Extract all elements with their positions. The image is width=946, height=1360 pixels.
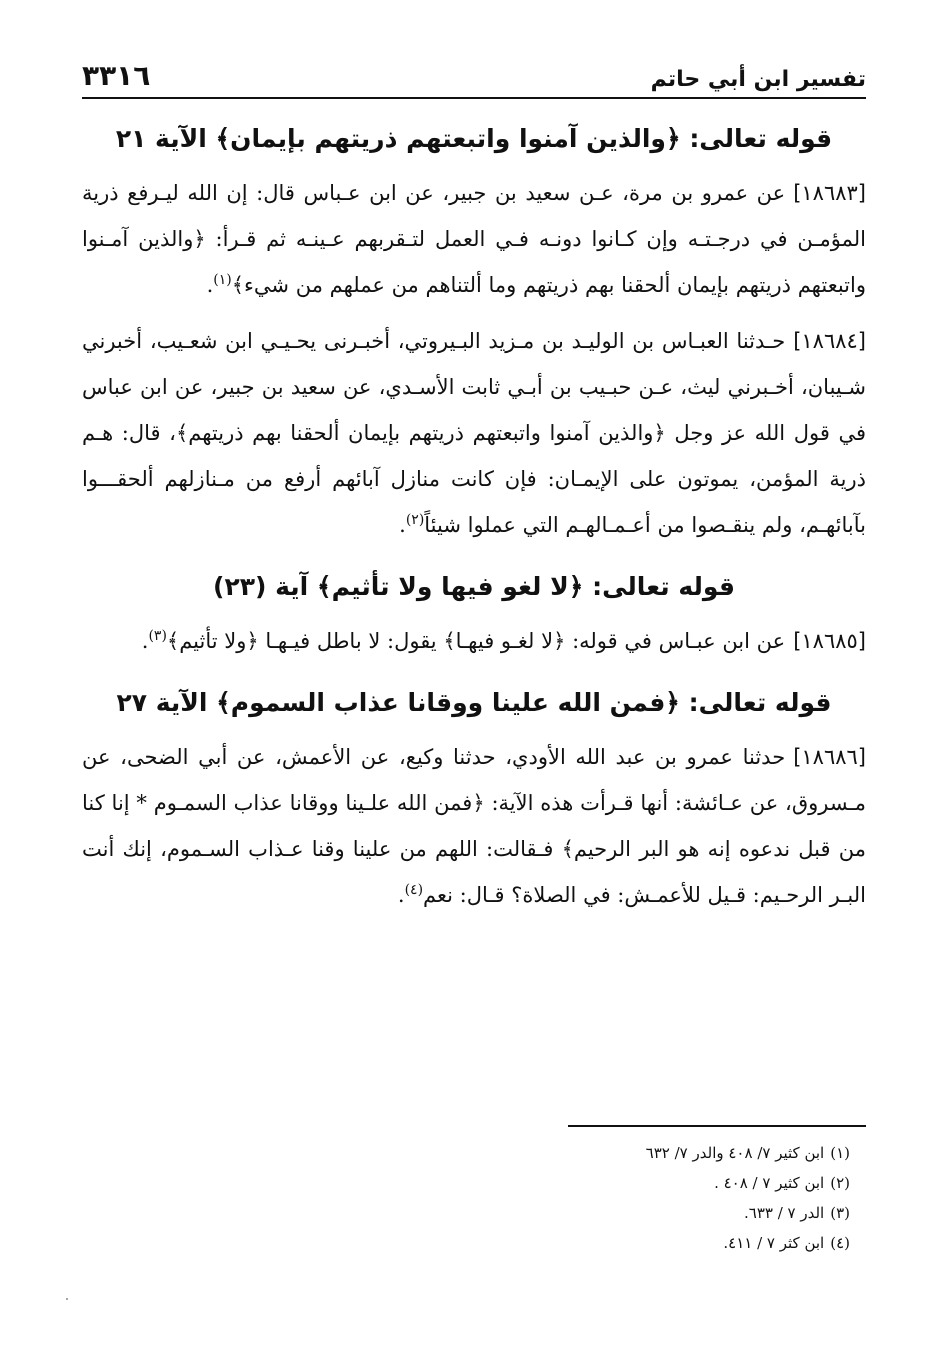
section-heading: قوله تعالى: ﴿والذين آمنوا واتبعتهم ذريتهم بإيمان﴾ الآية ٢١ bbox=[115, 124, 833, 153]
footnote-number: (١) bbox=[830, 1144, 850, 1162]
footnote-ref: (٤) bbox=[404, 882, 424, 898]
footnote-number: (٢) bbox=[830, 1174, 850, 1192]
footnotes bbox=[430, 1138, 850, 1258]
entry-paragraph bbox=[82, 318, 866, 548]
footnote bbox=[430, 1138, 850, 1168]
entry-text: حـدثنا العبـاس بن الوليـد بن مـزيد البـيروتي، أخبـرنى يحـيـي ابن شعـيب، أخبرني شـيبان، أخـبرني ليث، عـن حبـيب بن أبـي ثابت الأسـدي، عن سعيد بن جبير، عن ابن عباس في قول الله عز وجل ﴿والذين آمنوا واتبعتهم ذريتهم بإيمان ألحقنا بهم ذريتهم﴾، قال: هـم ذرية المؤمن، يموتون على الإيمـان: فإن كانت منازل آبائهم أرفع من مـنازلهم ألحقـــوا بآبائهـم، ولم ينقـصوا من أعـمـالهـم التي عملوا شيئاً bbox=[82, 329, 866, 537]
footnote bbox=[430, 1228, 850, 1258]
entry-text: عن ابن عبـاس في قوله: ﴿لا لغـو فيهـا﴾ يقول: لا باطل فيـهـا ﴿ولا تأثيم﴾ bbox=[166, 629, 786, 653]
section-heading: قوله تعالى: ﴿فمن الله علينا ووقانا عذاب السموم﴾ الآية ٢٧ bbox=[116, 688, 832, 717]
entry-paragraph bbox=[82, 734, 866, 918]
entry-end: . bbox=[397, 883, 405, 907]
entry-id: [١٨٦٨٤] bbox=[793, 329, 866, 353]
entry-id: [١٨٦٨٥] bbox=[793, 629, 866, 653]
footnote bbox=[430, 1198, 850, 1228]
footnote-ref: (٣) bbox=[148, 628, 167, 644]
footnote-ref: (١) bbox=[213, 272, 232, 288]
entry-id: [١٨٦٨٣] bbox=[793, 181, 866, 205]
entry-text: حدثنا عمرو بن عبد الله الأودي، حدثنا وكيع، عن الأعمش، عن أبي الضحى، عن مـسروق، عن عـائشة: أنها قـرأت هذه الآية: ﴿فمن الله علـينا ووقانا عذاب السمـوم * إنا كنا من قبل ندعوه إنه هو البر الرحيم﴾ فـقالت: اللهم من علينا وقنا عـذاب السـموم، إنك أنت البـر الرحـيم: قـيل للأعمـش: في الصلاة؟ قـال: نعم bbox=[82, 745, 866, 907]
entry-paragraph bbox=[82, 618, 866, 664]
footnote-divider bbox=[568, 1125, 866, 1127]
page-header bbox=[82, 44, 866, 99]
footnote bbox=[430, 1168, 850, 1198]
footnote-number: (٤) bbox=[830, 1234, 850, 1252]
entry-end: . bbox=[399, 513, 406, 537]
entry-end: . bbox=[141, 629, 149, 653]
footnote-number: (٣) bbox=[830, 1204, 850, 1222]
footnote-text: ابن كثير ٧/ ٤٠٨ والدر ٧/ ٦٣٢ bbox=[645, 1144, 825, 1162]
footnote-ref: (٢) bbox=[405, 512, 425, 528]
scan-speck bbox=[66, 1298, 68, 1300]
footnote-text: ابن كثير ٧ / ٤٠٨ . bbox=[714, 1174, 825, 1192]
page-number: ٣٣١٦ bbox=[82, 59, 151, 92]
entry-text: عن عمرو بن مرة، عـن سعيد بن جبير، عن ابن عـباس قال: إن الله ليـرفع ذرية المؤمـن في درجـتـه وإن كـانوا دونـه فـي العمل لتـقربهم عـينـه ثم قـرأ: ﴿والذين آمـنوا واتبعتهم ذريتهم بإيمان ألحقنا بهم ذريتهم وما ألتناهم من عملهم من شيء﴾ bbox=[82, 181, 866, 297]
page-body bbox=[82, 106, 866, 928]
book-title: تفسير ابن أبي حاتم bbox=[650, 67, 866, 92]
footnote-text: الدر ٧ / ٦٣٣. bbox=[743, 1204, 825, 1222]
footnote-text: ابن كثر ٧ / ٤١١. bbox=[723, 1234, 825, 1252]
entry-paragraph bbox=[82, 170, 866, 308]
entry-id: [١٨٦٨٦] bbox=[793, 745, 866, 769]
section-heading: قوله تعالى: ﴿لا لغو فيها ولا تأثيم﴾ آية (٢٣) bbox=[213, 572, 735, 601]
entry-end: . bbox=[206, 273, 214, 297]
